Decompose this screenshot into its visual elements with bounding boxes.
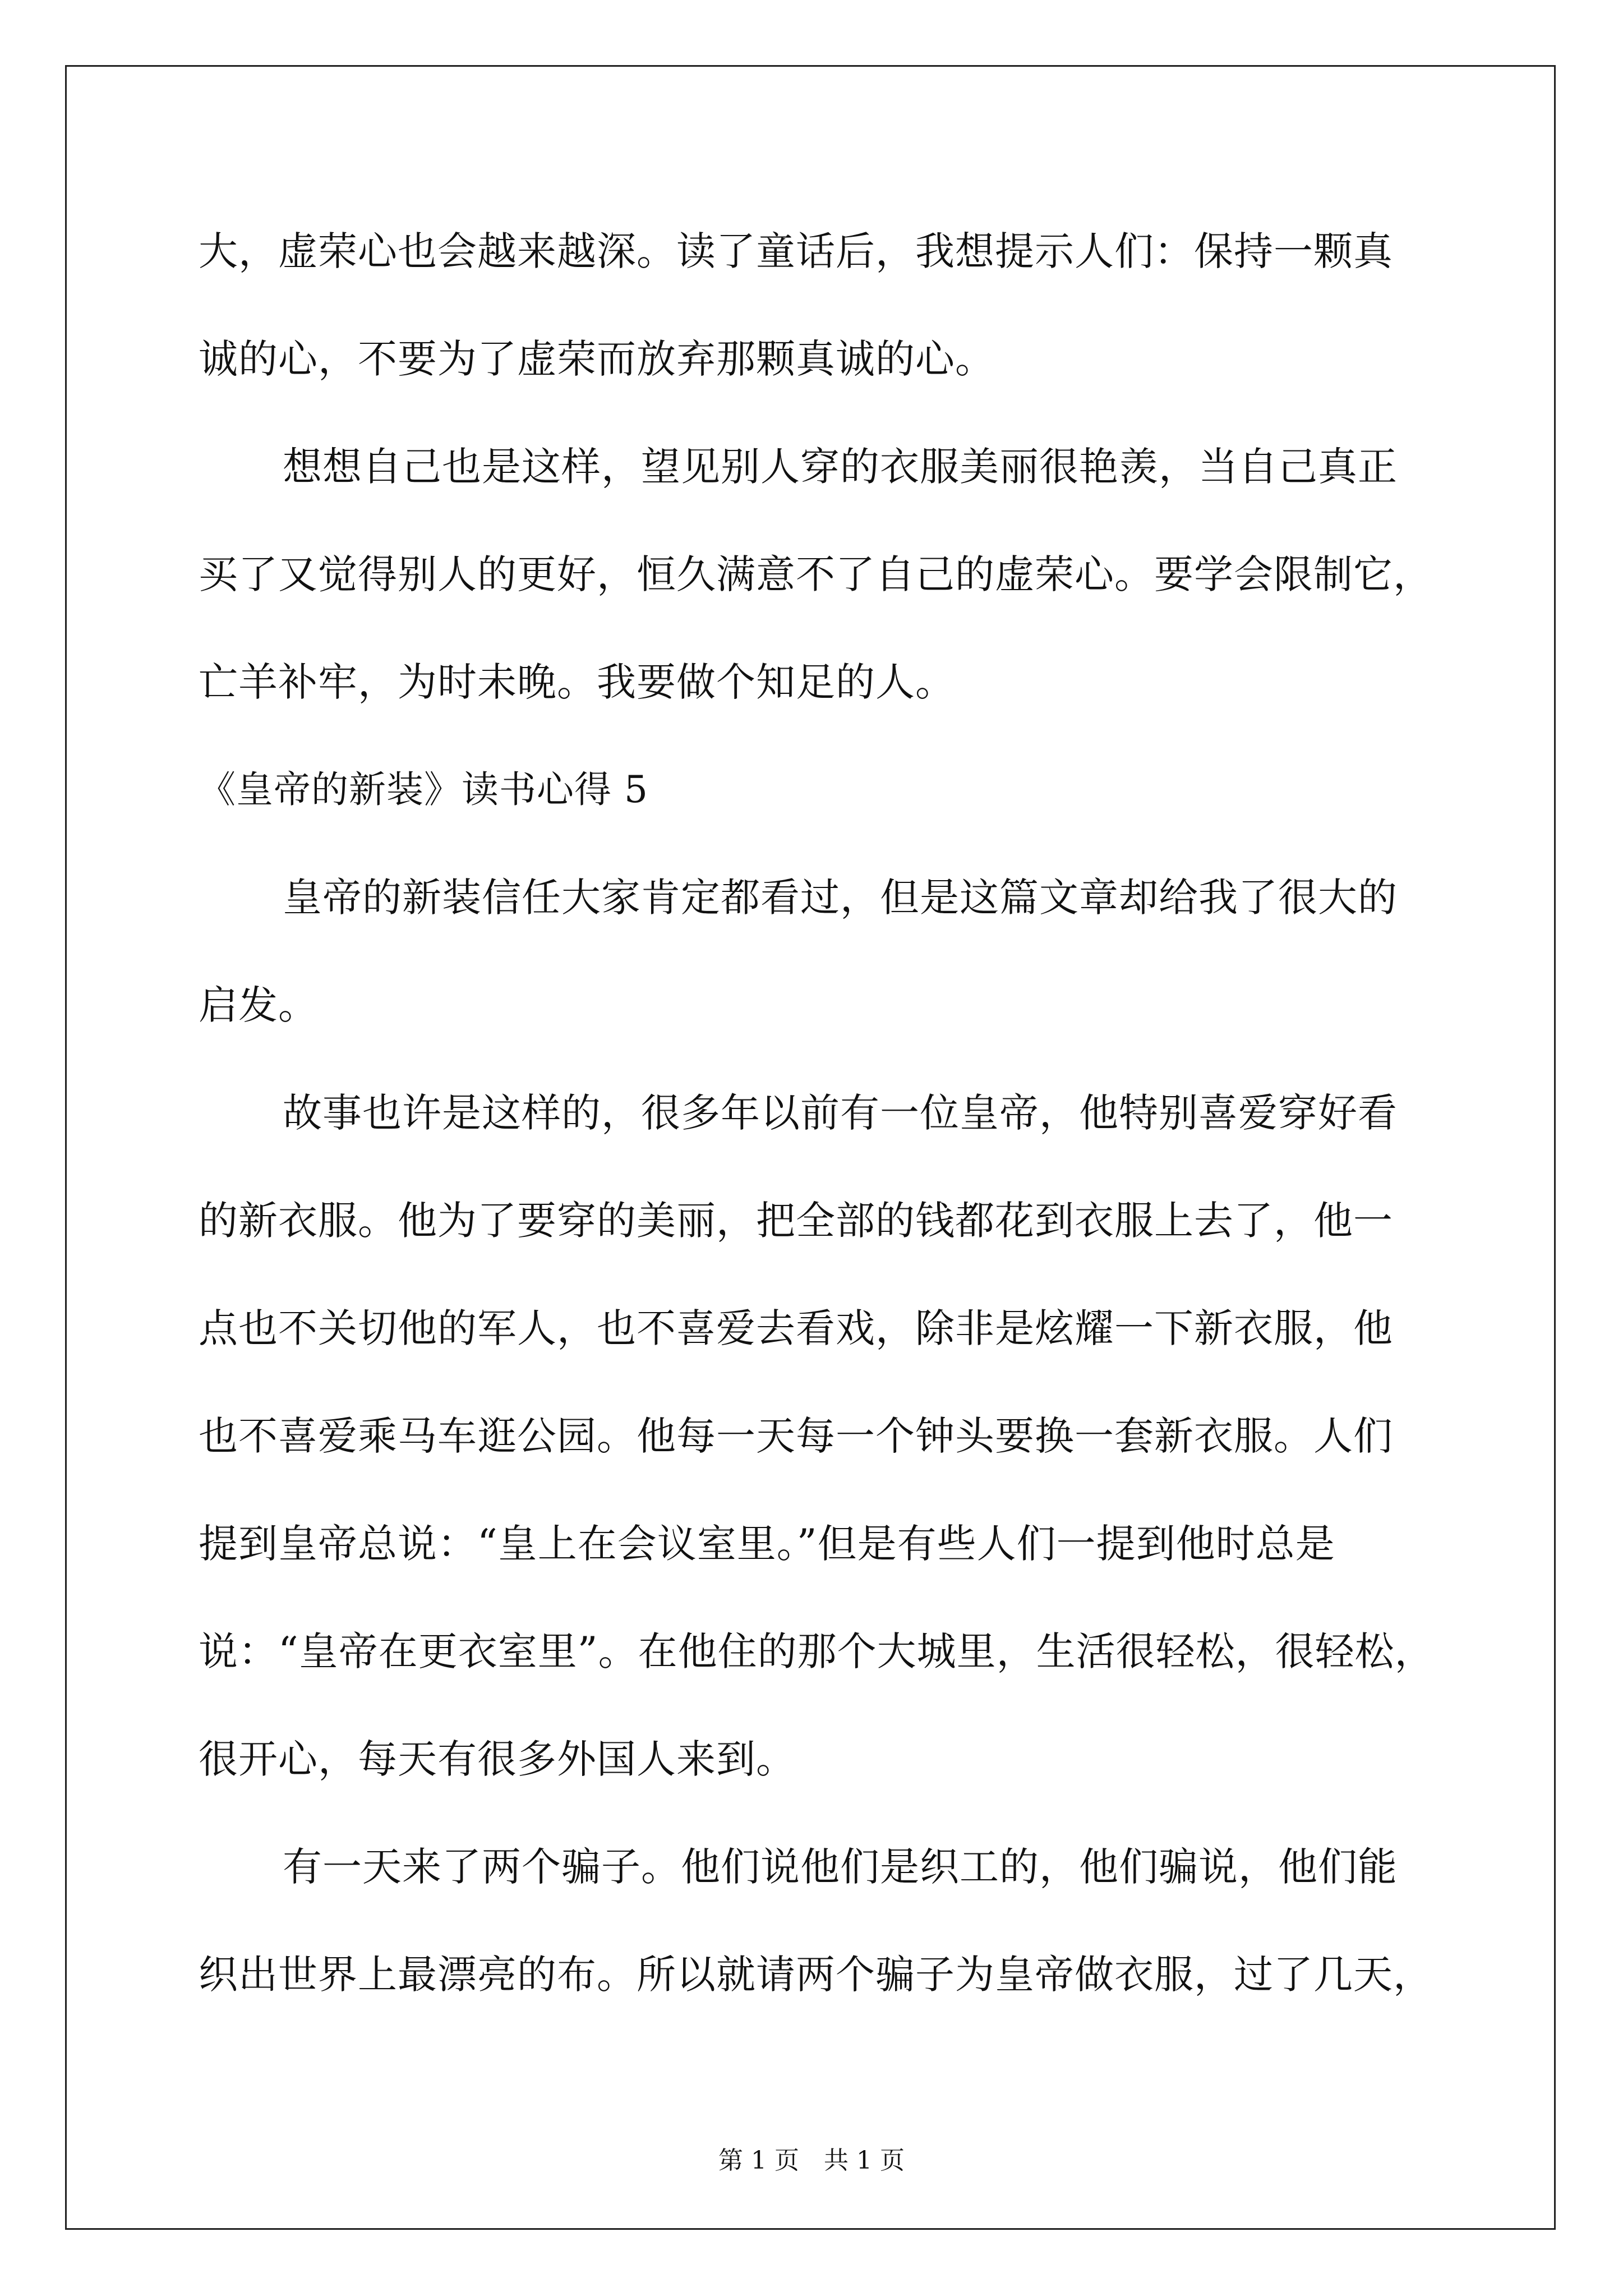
text-line: 也不喜爱乘马车逛公园。他每一天每一个钟头要换一套新衣服。人们 [199,1413,1393,1459]
text-line: 提到皇帝总说：“皇上在会议室里。”但是有些人们一提到他时总是 [199,1521,1335,1567]
text-line: 说：“皇帝在更衣室里”。在他住的那个大城里，生活很轻松，很轻松， [199,1628,1435,1674]
text-line: 的新衣服。他为了要穿的美丽，把全部的钱都花到衣服上去了，他一 [199,1198,1393,1244]
document-body [199,215,1435,2046]
paragraph-start-line: 想想自己也是这样，望见别人穿的衣服美丽很艳羡，当自己真正 [283,444,1398,490]
section-heading: 《皇帝的新装》读书心得 5 [199,768,648,811]
text-line: 买了又觉得别人的更好，恒久满意不了自己的虚荣心。要学会限制它， [199,551,1433,597]
paragraph-start-line: 有一天来了两个骗子。他们说他们是织工的，他们骗说，他们能 [283,1844,1398,1890]
text-line: 启发。 [199,982,318,1028]
text-line: 点也不关切他的军人，也不喜爱去看戏，除非是炫耀一下新衣服，他 [199,1305,1393,1351]
page-footer: 第 1 页 共 1 页 [718,2146,905,2175]
text-line: 很开心，每天有很多外国人来到。 [199,1736,796,1782]
text-line: 大，虚荣心也会越来越深。读了童话后，我想提示人们：保持一颗真 [199,228,1393,274]
text-line: 亡羊补牢，为时未晚。我要做个知足的人。 [199,659,955,705]
paragraph-start-line: 故事也许是这样的，很多年以前有一位皇帝，他特别喜爱穿好看 [283,1090,1398,1136]
paragraph-start-line: 皇帝的新装信任大家肯定都看过，但是这篇文章却给我了很大的 [283,875,1398,921]
text-line: 诚的心，不要为了虚荣而放弃那颗真诚的心。 [199,336,995,382]
text-line: 织出世界上最漂亮的布。所以就请两个骗子为皇帝做衣服，过了几天， [199,1952,1433,1998]
